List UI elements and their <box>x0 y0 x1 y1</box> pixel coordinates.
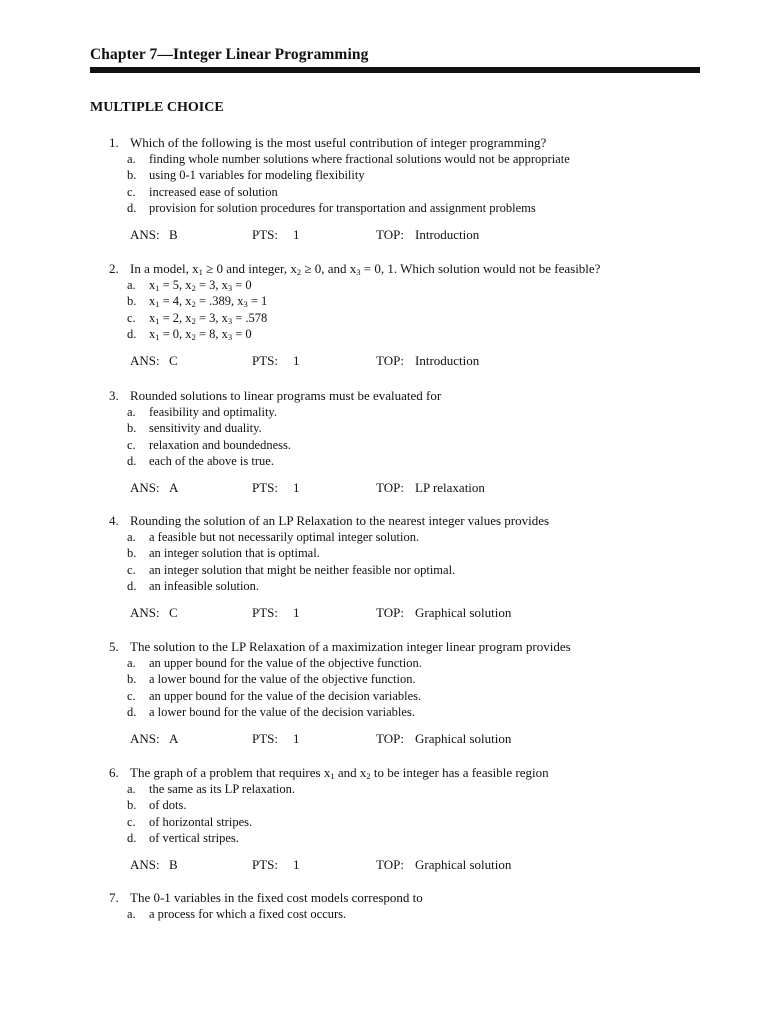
subscript: 1 <box>198 267 203 277</box>
answer-field <box>130 857 178 873</box>
points-value: 1 <box>293 227 300 242</box>
option-letter: d. <box>127 454 137 469</box>
option-letter: d. <box>127 201 137 216</box>
question-stem <box>109 890 423 906</box>
question-number: 2. <box>109 261 119 276</box>
option-letter: a. <box>127 782 136 796</box>
answer-label: ANS: <box>130 731 160 746</box>
question-number: 3. <box>109 388 119 403</box>
subscript: 3 <box>356 267 361 277</box>
option-text: relaxation and boundedness. <box>149 437 291 452</box>
option-letter: a. <box>127 278 136 292</box>
subscript: 2 <box>191 283 196 293</box>
answer-label: ANS: <box>130 480 160 495</box>
question-text <box>130 261 600 276</box>
subscript: 2 <box>191 332 196 343</box>
topic-value: Graphical solution <box>415 731 512 746</box>
subscript: 3 <box>227 332 233 343</box>
option-letter: b. <box>127 672 137 687</box>
chapter-title: Chapter 7—Integer Linear Programming <box>90 46 369 63</box>
question-text: Rounded solutions to linear programs must be evaluated for <box>130 388 442 403</box>
subscript: 2 <box>366 771 371 781</box>
text-fragment: = 0, 1. Which solution would not be feasible? <box>360 261 601 276</box>
points-field <box>252 857 300 873</box>
points-field <box>252 480 300 496</box>
points-value: 1 <box>293 353 300 368</box>
question-number: 6. <box>109 765 119 780</box>
option-text <box>149 310 267 326</box>
topic-field <box>376 480 485 496</box>
text-fragment: In a model, x <box>130 261 199 276</box>
points-field <box>252 353 300 369</box>
answer-value: B <box>169 857 178 872</box>
option-text: of vertical stripes. <box>149 831 239 846</box>
topic-field <box>376 353 479 369</box>
option-text: an integer solution that might be neither feasible nor optimal. <box>149 562 456 577</box>
subscript: 2 <box>191 299 196 310</box>
option-text <box>149 326 252 342</box>
answer-field <box>130 605 178 621</box>
text-fragment: = 2, x <box>159 310 192 325</box>
text-fragment: = 0, x <box>159 327 192 342</box>
answer-field <box>130 353 178 369</box>
text-fragment: = 1 <box>247 294 268 309</box>
subscript: 2 <box>191 315 196 326</box>
subscript: 1 <box>155 332 160 343</box>
option-letter: d. <box>127 327 137 342</box>
topic-label: TOP: <box>376 353 404 368</box>
option-letter: c. <box>127 562 136 577</box>
topic-field <box>376 605 511 621</box>
question-number: 1. <box>109 135 119 150</box>
subscript: 1 <box>330 771 335 781</box>
text-fragment: = 5, x <box>159 278 192 292</box>
topic-field <box>376 857 511 873</box>
question-text: The 0-1 variables in the fixed cost models correspond to <box>130 890 423 905</box>
question-stem <box>109 261 600 277</box>
text-fragment: The graph of a problem that requires x <box>130 765 331 780</box>
text-fragment: = 3, x <box>195 310 228 325</box>
text-fragment: x <box>149 294 156 309</box>
points-value: 1 <box>293 857 300 872</box>
text-fragment: x <box>149 310 156 325</box>
answer-label: ANS: <box>130 605 160 620</box>
topic-value: Graphical solution <box>415 857 512 872</box>
option-text: provision for solution procedures for transportation and assignment problems <box>149 201 536 216</box>
option-letter: a. <box>127 530 136 544</box>
answer-field <box>130 227 178 243</box>
subscript: 1 <box>155 299 160 310</box>
topic-label: TOP: <box>376 480 404 495</box>
subscript: 3 <box>243 299 248 310</box>
points-label: PTS: <box>252 731 279 746</box>
points-value: 1 <box>293 731 300 746</box>
question-text: Rounding the solution of an LP Relaxation to the nearest integer values provides <box>130 513 550 528</box>
option-text: of horizontal stripes. <box>149 814 253 829</box>
option-letter: b. <box>127 798 137 813</box>
option-letter: a. <box>127 152 136 166</box>
text-fragment: ≥ 0 and integer, x <box>202 261 297 276</box>
option-text: an upper bound for the value of the decision variables. <box>149 688 422 703</box>
topic-field <box>376 731 511 747</box>
points-field <box>252 605 300 621</box>
option-text: increased ease of solution <box>149 184 278 199</box>
question-stem <box>109 639 571 655</box>
subscript: 1 <box>155 315 160 326</box>
answer-label: ANS: <box>130 227 160 242</box>
subscript: 1 <box>155 283 160 293</box>
option-text <box>149 293 267 309</box>
question-text <box>130 765 549 780</box>
topic-label: TOP: <box>376 731 404 746</box>
text-fragment: x <box>149 278 156 292</box>
question-stem <box>109 513 549 529</box>
text-fragment: = .578 <box>232 310 268 325</box>
topic-label: TOP: <box>376 857 404 872</box>
points-label: PTS: <box>252 227 279 242</box>
answer-value: B <box>169 227 178 242</box>
text-fragment: = 3, x <box>195 278 228 292</box>
question-text: Which of the following is the most useful contribution of integer programming? <box>130 135 547 150</box>
question-number: 4. <box>109 513 119 528</box>
subscript: 3 <box>227 283 233 293</box>
answer-value: C <box>169 353 178 368</box>
option-letter: d. <box>127 831 137 846</box>
answer-field <box>130 731 178 747</box>
option-letter: b. <box>127 421 137 436</box>
option-text: an upper bound for the value of the objective function. <box>149 656 422 670</box>
option-text: of dots. <box>149 798 187 813</box>
points-label: PTS: <box>252 480 279 495</box>
option-letter: b. <box>127 294 137 309</box>
option-letter: c. <box>127 688 136 703</box>
answer-label: ANS: <box>130 857 160 872</box>
option-letter: c. <box>127 814 136 829</box>
answer-value: A <box>169 480 179 495</box>
topic-value: Introduction <box>415 227 480 242</box>
option-text: each of the above is true. <box>149 454 274 469</box>
text-fragment: = 0 <box>232 278 252 292</box>
option-letter: a. <box>127 656 136 670</box>
option-letter: d. <box>127 579 137 594</box>
option-letter: b. <box>127 168 137 183</box>
question-stem <box>109 135 546 151</box>
section-title: MULTIPLE CHOICE <box>90 100 224 115</box>
option-letter: a. <box>127 405 136 419</box>
option-text: using 0-1 variables for modeling flexibility <box>149 168 365 183</box>
topic-value: Introduction <box>415 353 480 368</box>
text-fragment: = 4, x <box>159 294 192 309</box>
topic-value: Graphical solution <box>415 605 512 620</box>
option-text: an integer solution that is optimal. <box>149 546 320 561</box>
answer-value: C <box>169 605 178 620</box>
question-stem <box>109 388 441 404</box>
option-letter: a. <box>127 907 136 921</box>
text-fragment: ≥ 0, and x <box>301 261 357 276</box>
points-field <box>252 227 300 243</box>
subscript: 3 <box>227 315 233 326</box>
question-text: The solution to the LP Relaxation of a maximization integer linear program provides <box>130 639 571 654</box>
option-letter: c. <box>127 310 136 325</box>
option-text: a lower bound for the value of the decision variables. <box>149 705 415 720</box>
text-fragment: = 8, x <box>195 327 228 342</box>
option-text: a lower bound for the value of the objective function. <box>149 672 416 687</box>
points-label: PTS: <box>252 605 279 620</box>
points-label: PTS: <box>252 857 279 872</box>
option-text: the same as its LP relaxation. <box>149 782 296 796</box>
option-letter: b. <box>127 546 137 561</box>
subscript: 2 <box>296 267 302 277</box>
answer-value: A <box>169 731 179 746</box>
option-text: a feasible but not necessarily optimal integer solution. <box>149 530 420 544</box>
option-text: a process for which a fixed cost occurs. <box>149 907 347 921</box>
option-letter: c. <box>127 437 136 452</box>
topic-field <box>376 227 479 243</box>
option-text: feasibility and optimality. <box>149 405 277 419</box>
option-text: sensitivity and duality. <box>149 421 262 436</box>
points-label: PTS: <box>252 353 279 368</box>
text-fragment: to be integer has a feasible region <box>370 765 549 780</box>
option-letter: c. <box>127 184 136 199</box>
answer-field <box>130 480 178 496</box>
question-number: 7. <box>109 890 119 905</box>
topic-label: TOP: <box>376 605 404 620</box>
text-fragment: = 0 <box>232 327 252 342</box>
option-text: finding whole number solutions where fractional solutions would not be appropriate <box>149 152 570 166</box>
option-letter: d. <box>127 705 137 720</box>
option-text: an infeasible solution. <box>149 579 260 594</box>
text-fragment: = .389, x <box>195 294 244 309</box>
text-fragment: and x <box>334 765 367 780</box>
points-value: 1 <box>293 480 300 495</box>
question-number: 5. <box>109 639 119 654</box>
text-fragment: x <box>149 327 156 342</box>
option-text <box>149 277 252 293</box>
answer-label: ANS: <box>130 353 160 368</box>
points-field <box>252 731 300 747</box>
topic-value: LP relaxation <box>415 480 485 495</box>
question-stem <box>109 765 549 781</box>
topic-label: TOP: <box>376 227 404 242</box>
points-value: 1 <box>293 605 300 620</box>
